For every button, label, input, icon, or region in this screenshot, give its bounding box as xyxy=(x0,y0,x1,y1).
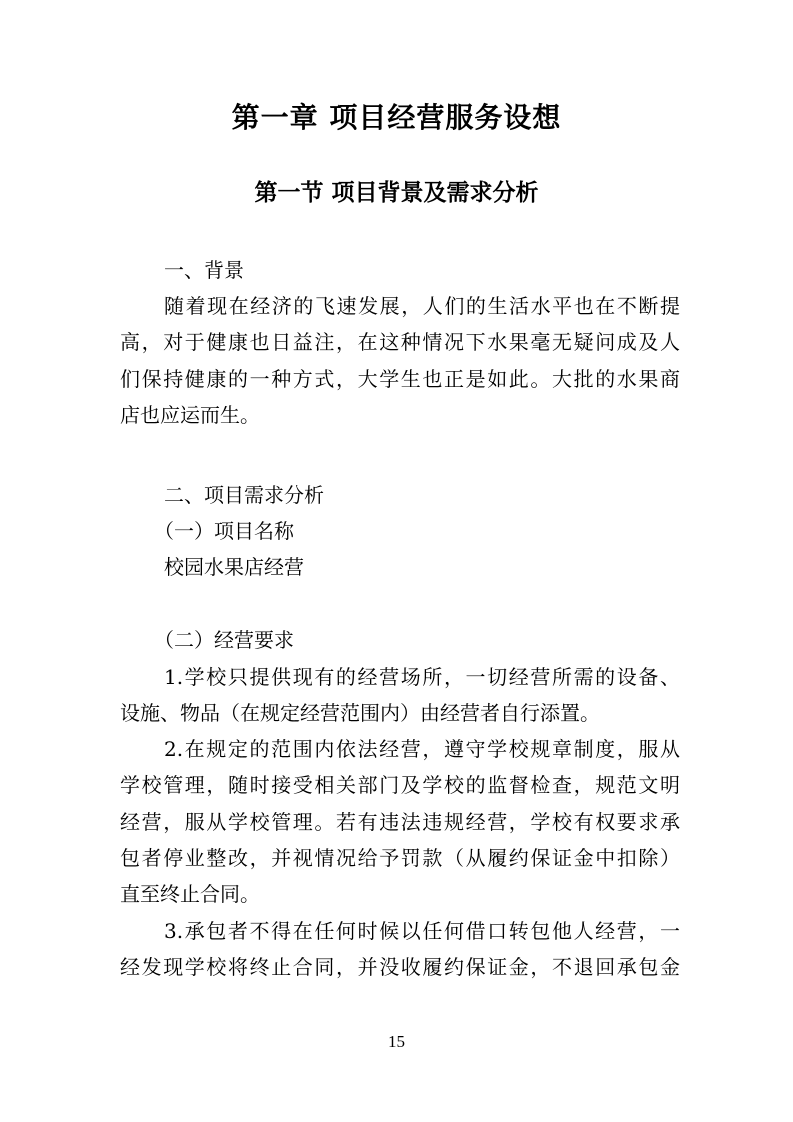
paragraph-line: 随着现在经济的飞速发展，人们的生活水平也在不断提 xyxy=(164,294,680,318)
requirement-item-line: 1.学校只提供现有的经营场所，一切经营所需的设备、 xyxy=(164,665,680,689)
background-heading: 一、背景 xyxy=(164,258,244,282)
requirement-item-line: 包者停业整改，并视情况给予罚款（从履约保证金中扣除） xyxy=(120,846,680,870)
paragraph-line: 高，对于健康也日益注，在这种情况下水果毫无疑问成及人 xyxy=(120,330,680,354)
requirement-item-line: 设施、物品（在规定经营范围内）由经营者自行添置。 xyxy=(120,701,600,725)
requirement-item-line: 经营，服从学校管理。若有违法违规经营，学校有权要求承 xyxy=(120,810,680,834)
requirement-item-line: 直至终止合同。 xyxy=(120,882,260,906)
requirement-item-line: 2.在规定的范围内依法经营，遵守学校规章制度，服从 xyxy=(164,737,680,761)
paragraph-line: 们保持健康的一种方式，大学生也正是如此。大批的水果商 xyxy=(120,367,680,391)
section-title: 第一节 项目背景及需求分析 xyxy=(254,180,539,206)
paragraph-line: 店也应运而生。 xyxy=(120,403,260,427)
page-number: 15 xyxy=(388,1032,405,1051)
project-name-text: 校园水果店经营 xyxy=(164,555,304,579)
demand-heading: 二、项目需求分析 xyxy=(164,483,324,507)
requirement-item-line: 学校管理，随时接受相关部门及学校的监督检查，规范文明 xyxy=(120,773,680,797)
chapter-title: 第一章 项目经营服务设想 xyxy=(231,101,562,134)
requirement-item-line: 3.承包者不得在任何时候以任何借口转包他人经营，一 xyxy=(164,919,680,943)
requirements-heading: （二）经营要求 xyxy=(154,628,294,652)
project-name-heading: （一）项目名称 xyxy=(154,519,294,543)
requirement-item-line: 经发现学校将终止合同，并没收履约保证金，不退回承包金 xyxy=(120,955,680,979)
